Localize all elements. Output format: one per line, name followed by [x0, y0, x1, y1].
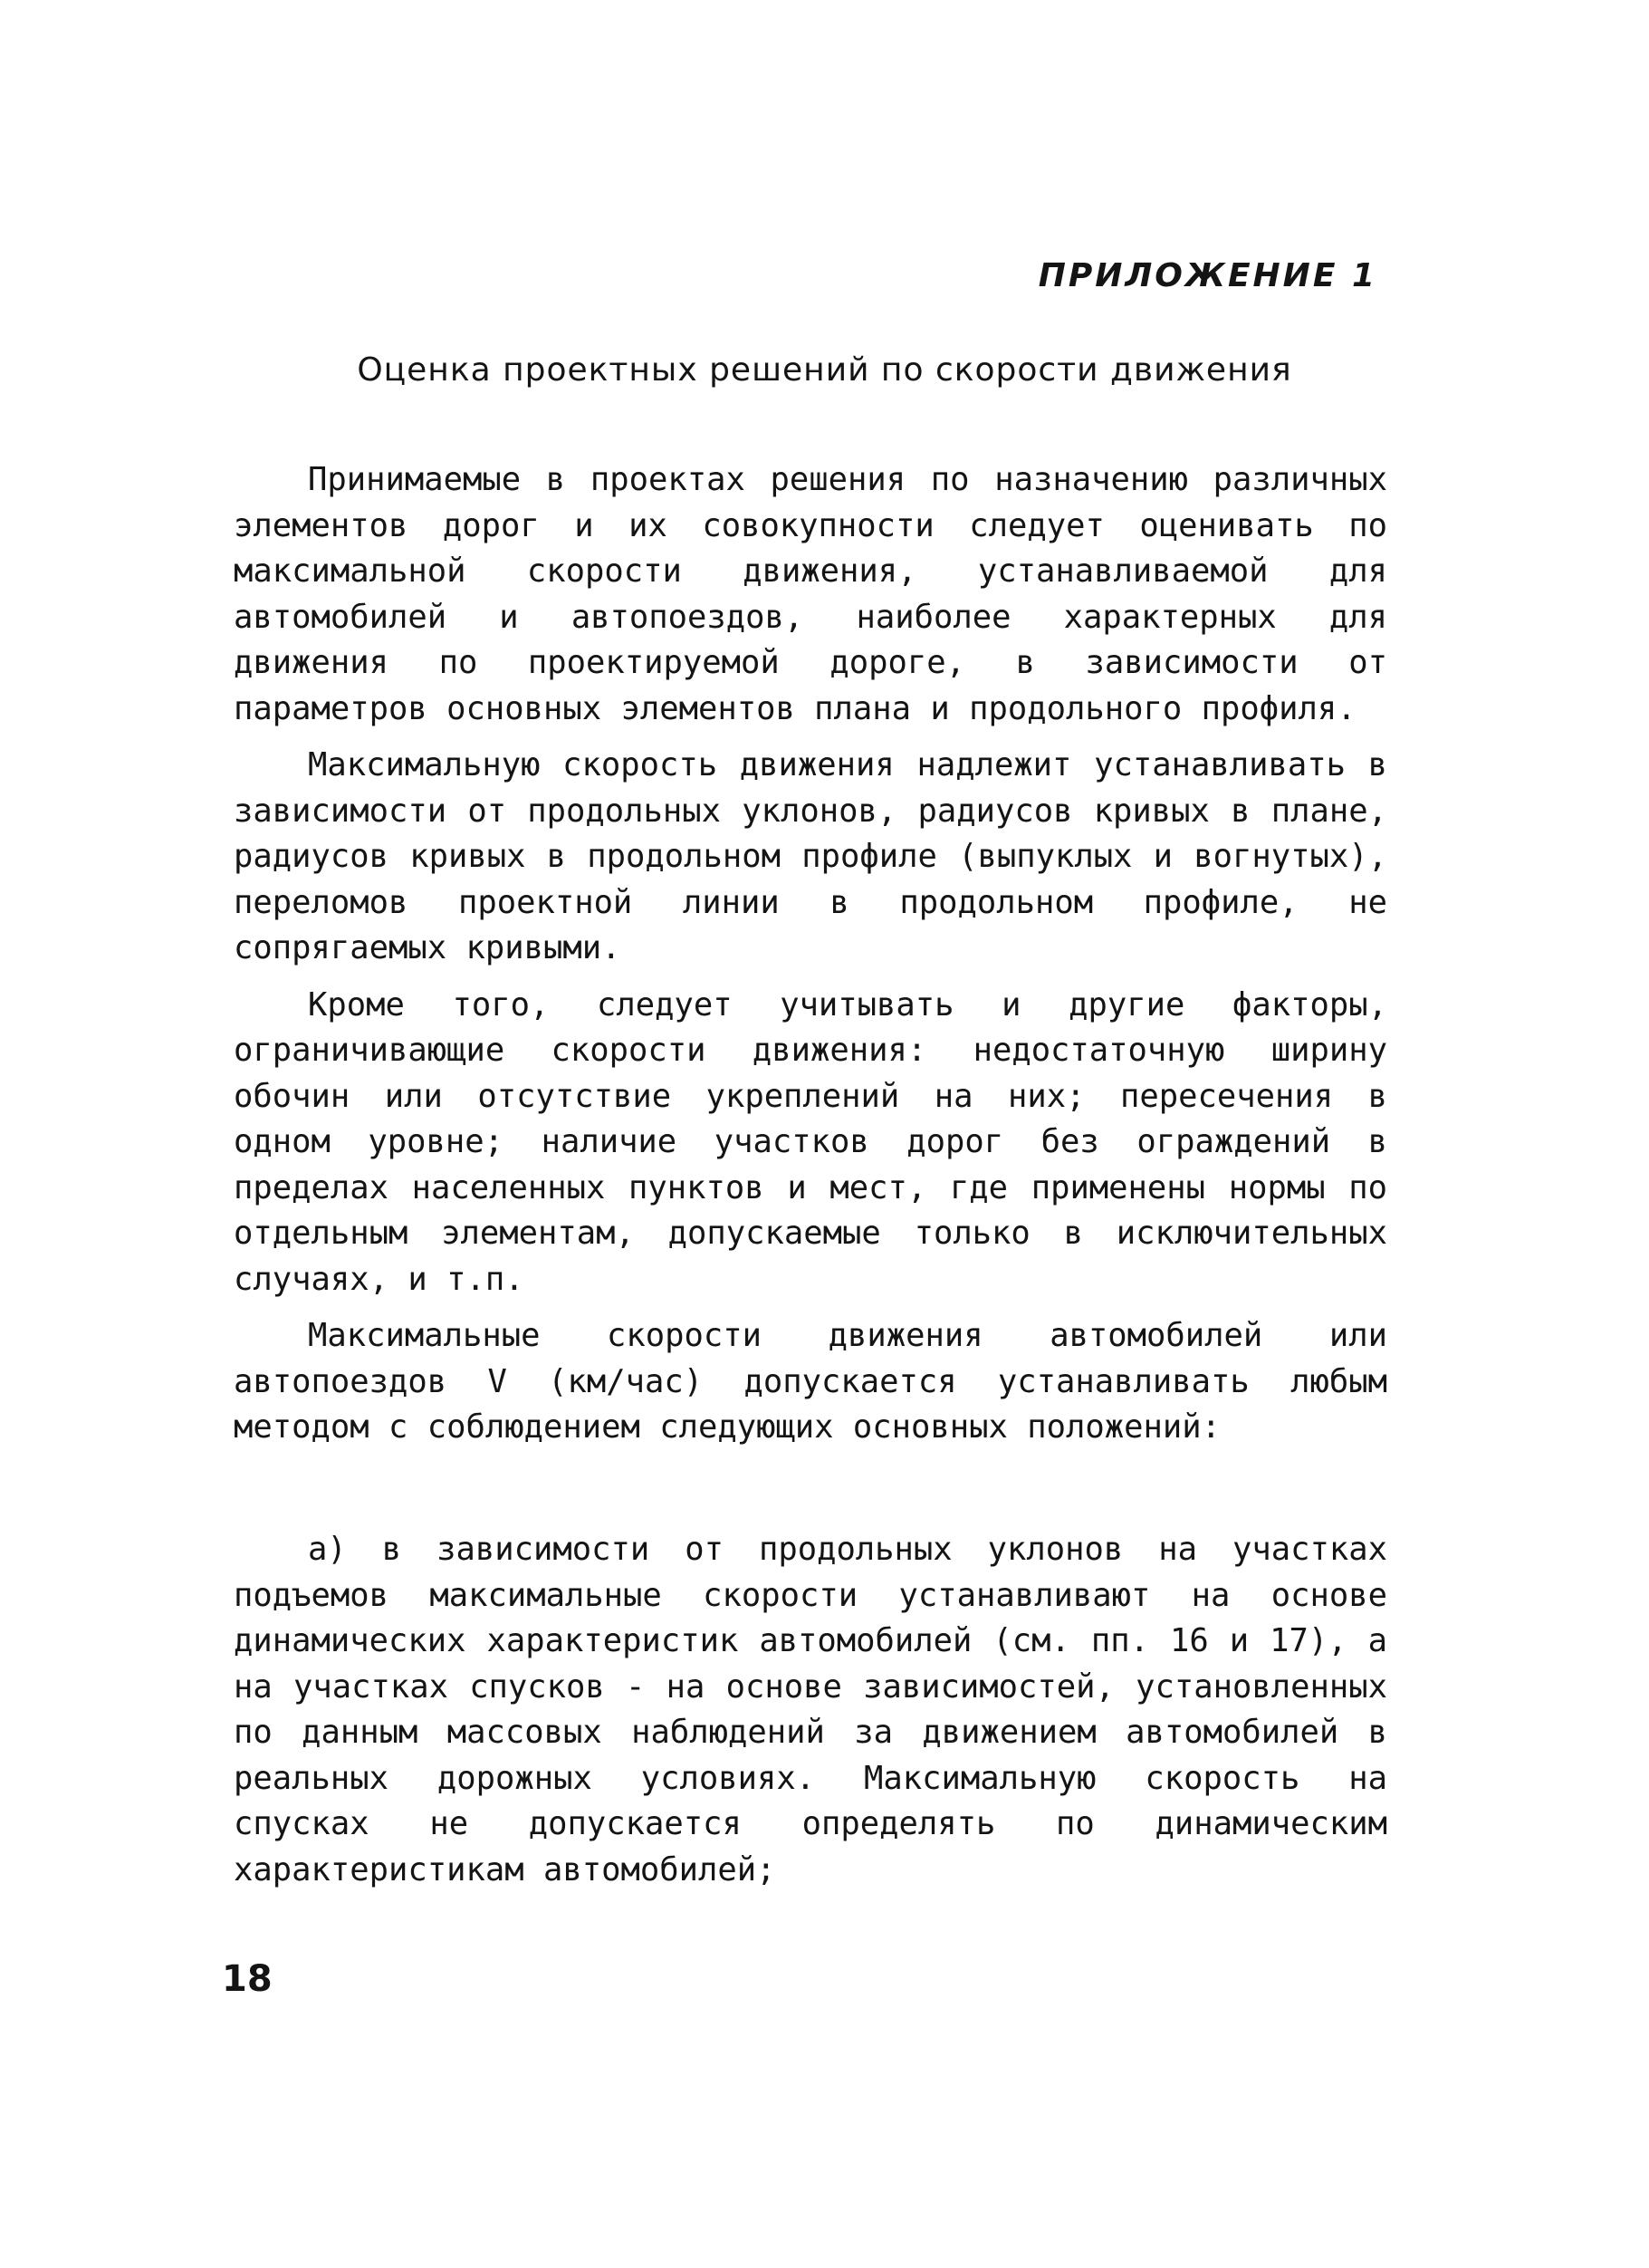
appendix-label: ПРИЛОЖЕНИЕ 1	[1038, 257, 1377, 294]
body-text-lower	[234, 1527, 1387, 1893]
paragraph-intro: Принимаемые в проектах решения по назначению различных элементов дорог и их совокупности следует оценивать по максимальной скорости движения, устанавливаемой для автомобилей и автопоездов, наиболее характерных для движения по проектируемой дороге, в зависимости от параметров основных элементов плана и продольного профиля.	[234, 461, 1387, 727]
page-number: 18	[222, 1958, 273, 2000]
paragraph-methods: Максимальные скорости движения автомобилей или автопоездов V (км/час) допускается устанавливать любым методом с соблюдением следующих основных положений:	[234, 1317, 1387, 1446]
paragraph-max-speed: Максимальную скорость движения надлежит устанавливать в зависимости от продольных уклонов, радиусов кривых в плане, радиусов кривых в продольном профиле (выпуклых и вогнутых), переломов проектной линии в продольном профиле, не сопрягаемых кривыми.	[234, 746, 1387, 966]
paragraph-other-factors: Кроме того, следует учитывать и другие факторы, ограничивающие скорости движения: недостаточную ширину обочин или отсутствие укреплений на них; пересечения в одном уровне; наличие участков дорог без ограждений в пределах населенных пунктов и мест, где применены нормы по отдельным элементам, допускаемые только в исключительных случаях, и т.п.	[234, 985, 1387, 1298]
body-text-upper	[234, 457, 1387, 1451]
paragraph-item-a: а) в зависимости от продольных уклонов на участках подъемов максимальные скорости устанавливают на основе динамических характеристик автомобилей (см. пп. 16 и 17), а на участках спусков - на основе зависимостей, установленных по данным массовых наблюдений за движением автомобилей в реальных дорожных условиях. Максимальную скорость на спусках не допускается определять по динамическим характеристикам автомобилей;	[234, 1531, 1387, 1888]
document-title: Оценка проектных решений по скорости движения	[357, 351, 1292, 389]
